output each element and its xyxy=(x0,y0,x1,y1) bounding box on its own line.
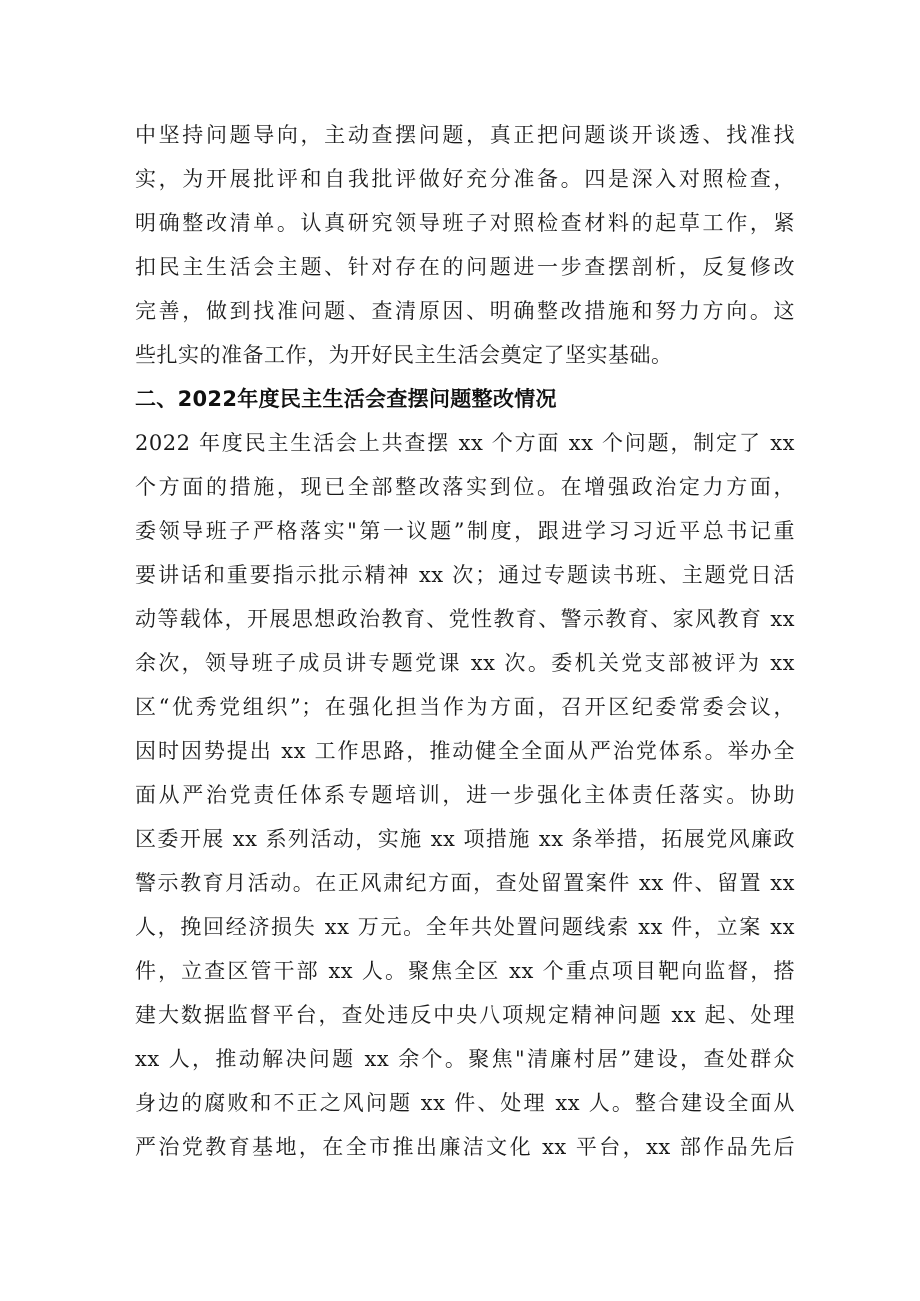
text-line: 完善，做到找准问题、查清原因、明确整改措施和努力方向。这 xyxy=(135,299,795,323)
text-line: 实，为开展批评和自我批评做好充分准备。四是深入对照检查， xyxy=(135,167,795,191)
text-line: 严治党教育基地，在全市推出廉洁文化 xx 平台，xx 部作品先后 xyxy=(135,1135,795,1159)
text-line: 区“优秀党组织”；在强化担当作为方面，召开区纪委常委会议， xyxy=(135,695,795,719)
section-heading: 二、2022年度民主生活会查摆问题整改情况 xyxy=(135,387,557,411)
paragraph-preparation xyxy=(135,113,795,377)
text-line: 动等载体，开展思想政治教育、党性教育、警示教育、家风教育 xx xyxy=(135,607,795,631)
text-line: 余次，领导班子成员讲专题党课 xx 次。委机关党支部被评为 xx xyxy=(135,651,795,675)
text-line: 身边的腐败和不正之风问题 xx 件、处理 xx 人。整合建设全面从 xyxy=(135,1091,795,1115)
text-line: 明确整改清单。认真研究领导班子对照检查材料的起草工作，紧 xyxy=(135,211,795,235)
text-line: 要讲话和重要指示批示精神 xx 次；通过专题读书班、主题党日活 xyxy=(135,563,795,587)
document-body xyxy=(135,113,795,1169)
text-line: 面从严治党责任体系专题培训，进一步强化主体责任落实。协助 xyxy=(135,783,795,807)
text-line: 人，挽回经济损失 xx 万元。全年共处置问题线索 xx 件，立案 xx xyxy=(135,915,795,939)
text-line: 因时因势提出 xx 工作思路，推动健全全面从严治党体系。举办全 xyxy=(135,739,795,763)
text-line: 警示教育月活动。在正风肃纪方面，查处留置案件 xx 件、留置 xx xyxy=(135,871,795,895)
text-line: 件，立查区管干部 xx 人。聚焦全区 xx 个重点项目靶向监督，搭 xyxy=(135,959,795,983)
paragraph-rectification xyxy=(135,421,795,1169)
text-line: 2022 年度民主生活会上共查摆 xx 个方面 xx 个问题，制定了 xx xyxy=(135,431,795,455)
text-line: 委领导班子严格落实"第一议题”制度，跟进学习习近平总书记重 xyxy=(135,519,795,543)
text-line: 扣民主生活会主题、针对存在的问题进一步查摆剖析，反复修改 xyxy=(135,255,795,279)
text-line: 建大数据监督平台，查处违反中央八项规定精神问题 xx 起、处理 xyxy=(135,1003,795,1027)
text-line: xx 人，推动解决问题 xx 余个。聚焦"清廉村居”建设，查处群众 xyxy=(135,1047,795,1071)
text-line: 个方面的措施，现已全部整改落实到位。在增强政治定力方面， xyxy=(135,475,795,499)
text-line: 区委开展 xx 系列活动，实施 xx 项措施 xx 条举措，拓展党风廉政 xyxy=(135,827,795,851)
text-line: 些扎实的准备工作，为开好民主生活会奠定了坚实基础。 xyxy=(135,343,673,367)
text-line: 中坚持问题导向，主动查摆问题，真正把问题谈开谈透、找准找 xyxy=(135,123,795,147)
